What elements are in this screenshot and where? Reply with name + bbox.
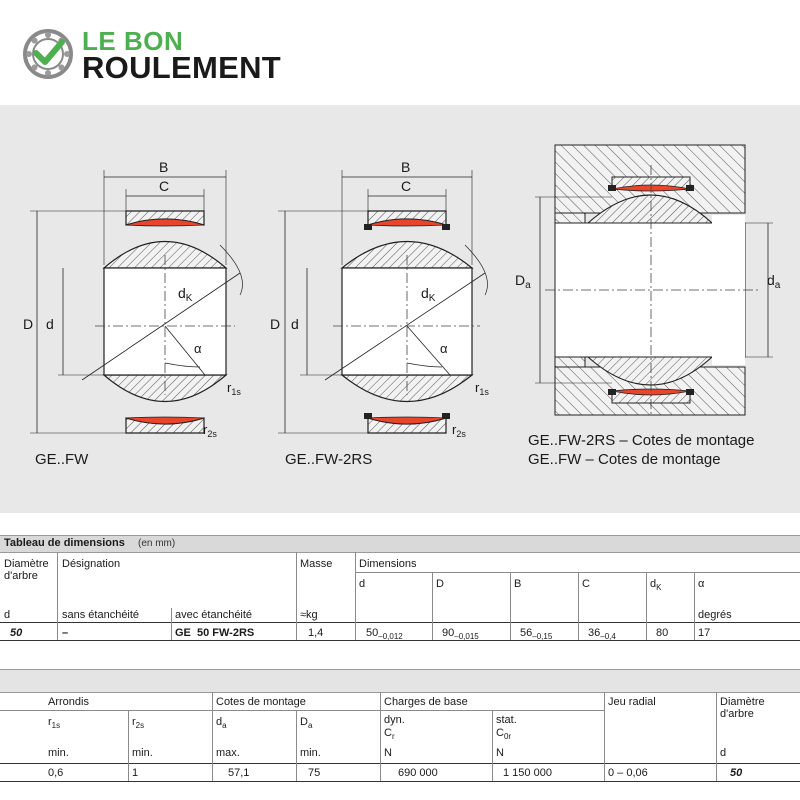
hdr-masse: Masse (300, 558, 333, 570)
table-title-unit: (en mm) (138, 538, 176, 549)
hdr-arrondis: Arrondis (48, 696, 89, 708)
label-r1-2: $r_{1s}$ (475, 380, 489, 397)
row-avec: GE 50 FW-2RS (175, 627, 255, 639)
hdr-min1: min. (48, 747, 69, 759)
hdr-r2: $r_{2s}$ (132, 716, 145, 730)
row2-Cr: 690 000 (398, 767, 438, 779)
label-dk-2: $d_K$ (421, 285, 436, 304)
hdr-dim-B: B (514, 578, 522, 590)
hdr-dim-d: d (359, 578, 366, 590)
caption-ge-fw-2rs: GE..FW-2RS (285, 451, 373, 468)
hdr-dim-D: D (436, 578, 444, 590)
row2-r1: 0,6 (48, 767, 64, 779)
hdr-degres: degrés (698, 609, 732, 621)
hdr-min3: min. (300, 747, 321, 759)
bearing-check-logo-icon (22, 28, 74, 80)
caption-cotes-2rs: GE..FW-2RS – Cotes de montage (528, 432, 755, 449)
row-dim-d: $50_{-0,012}$ (366, 627, 403, 641)
hdr-dyn: dyn. (384, 714, 405, 726)
row2-da: 57,1 (228, 767, 250, 779)
row2-r2: 1 (132, 767, 139, 779)
hdr-d2: d (720, 747, 727, 759)
row2-jeu: 0 – 0,06 (608, 767, 648, 779)
label-D-2: D (270, 316, 281, 332)
hdr-dim-C: C (582, 578, 590, 590)
label-D-1: D (23, 316, 34, 332)
hdr-sans: sans étanchéité (62, 609, 140, 621)
hdr-kg: ≈kg (300, 609, 318, 621)
hdr-da: $d_a$ (216, 716, 227, 730)
hdr-unit-d: d (4, 609, 11, 621)
hdr-diametre2: Diamètre (720, 696, 765, 708)
table-title: Tableau de dimensions (4, 537, 125, 549)
label-alpha-2: α (440, 341, 448, 356)
header (0, 0, 800, 105)
hdr-r1: $r_{1s}$ (48, 716, 61, 730)
label-d-1: d (46, 316, 54, 332)
row-alpha: 17 (698, 627, 711, 639)
hdr-min2: min. (132, 747, 153, 759)
caption-ge-fw: GE..FW (35, 451, 89, 468)
label-d-2: d (291, 316, 299, 332)
label-dk-1: $d_K$ (178, 285, 193, 304)
row-dim-B: $56_{-0,15}$ (520, 627, 553, 641)
brand-line-1: LE BON (82, 26, 184, 56)
hdr-max: max. (216, 747, 240, 759)
hdr-N2: N (496, 747, 504, 759)
label-C-2: C (401, 178, 412, 194)
hdr-designation: Désignation (62, 558, 121, 570)
row-masse: 1,4 (308, 627, 324, 639)
figure-ge-fw (30, 170, 243, 433)
hdr-C0r: $C_{0r}$ (496, 727, 512, 741)
hdr-Cr: $C_r$ (384, 727, 395, 741)
hdr-avec: avec étanchéité (175, 609, 253, 621)
label-C-1: C (159, 178, 170, 194)
label-r2-1: $r_{2s}$ (203, 422, 217, 439)
technical-drawing (0, 105, 800, 513)
hdr-dim-alpha: α (698, 578, 705, 590)
label-da: $d_a$ (767, 272, 781, 291)
hdr-dimensions: Dimensions (359, 558, 417, 570)
row-dim-C: $36_{-0,4}$ (588, 627, 616, 641)
label-r2-2: $r_{2s}$ (452, 422, 466, 439)
hdr-arbre: d'arbre (4, 570, 38, 582)
figure-ge-fw-2rs (278, 170, 488, 433)
caption-cotes-fw: GE..FW – Cotes de montage (528, 451, 721, 468)
row2-d: 50 (730, 767, 743, 779)
hdr-dim-dk: $d_K$ (650, 578, 662, 592)
brand-line-2: ROULEMENT (82, 50, 282, 85)
row-dim-D: $90_{-0,015}$ (442, 627, 479, 641)
hdr-arbre2: d'arbre (720, 708, 754, 720)
label-Da: $D_a$ (515, 272, 531, 291)
hdr-stat: stat. (496, 714, 517, 726)
label-r1-1: $r_{1s}$ (227, 380, 241, 397)
hdr-cotes: Cotes de montage (216, 696, 306, 708)
hdr-N1: N (384, 747, 392, 759)
table2-band (0, 669, 800, 693)
hdr-diametre: Diamètre (4, 558, 49, 570)
label-B-2: B (401, 159, 411, 175)
row2-Da: 75 (308, 767, 321, 779)
row2-C0r: 1 150 000 (503, 767, 552, 779)
row-sans: – (62, 627, 69, 639)
hdr-jeu: Jeu radial (608, 696, 656, 708)
row-d: 50 (10, 627, 23, 639)
label-B-1: B (159, 159, 169, 175)
hdr-charges: Charges de base (384, 696, 468, 708)
label-alpha-1: α (194, 341, 202, 356)
table-title-bar (0, 535, 800, 553)
row-dk: 80 (656, 627, 669, 639)
figure-cotes-montage (535, 145, 773, 415)
hdr-Da: $D_a$ (300, 716, 313, 730)
